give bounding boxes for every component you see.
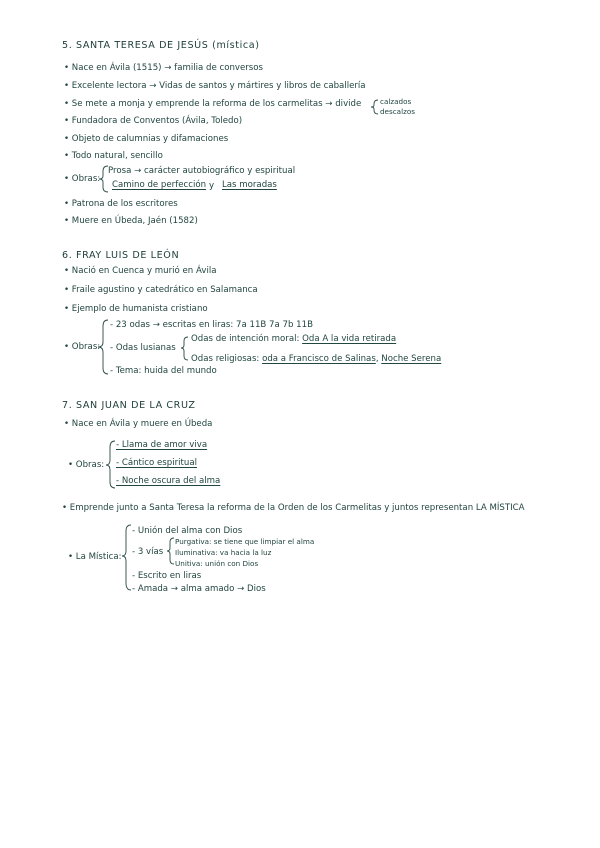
bullet: • Nació en Cuenca y murió en Ávila xyxy=(64,266,217,276)
obras-item: - Odas lusianas xyxy=(110,343,176,353)
bullet: • Nace en Ávila (1515) → familia de conversos xyxy=(64,63,264,73)
option-descalzos: descalzos xyxy=(380,107,415,116)
obras-label: • Obras: xyxy=(64,342,101,352)
bullet: • Fundadora de Conventos (Ávila, Toledo) xyxy=(64,116,243,126)
obras-prosa: Prosa → carácter autobiográfico y espiritual xyxy=(108,166,296,176)
brace-calzados xyxy=(371,100,378,114)
bullet: • Patrona de los escritores xyxy=(64,199,178,209)
mistica-label: • La Mística: xyxy=(68,552,122,562)
bullet: • Todo natural, sencillo xyxy=(64,151,163,161)
odas-religiosas-label: Odas religiosas: xyxy=(191,354,260,364)
obras-item: - Tema: huida del mundo xyxy=(110,366,217,376)
separator: , xyxy=(375,354,379,364)
odas-religiosas xyxy=(191,354,441,365)
brace-obras-teresa xyxy=(99,166,108,192)
section-6-title: 6. FRAY LUIS DE LEÓN xyxy=(62,250,180,261)
obras-label: • Obras: xyxy=(68,460,105,470)
via-item: Iluminativa: va hacia la luz xyxy=(175,548,272,557)
bullet: • Fraile agustino y catedrático en Salamanca xyxy=(64,285,258,295)
bullet: • Excelente lectora → Vidas de santos y mártires y libros de caballería xyxy=(64,81,366,91)
via-item: Purgativa: se tiene que limpiar el alma xyxy=(175,537,315,546)
section-5-title: 5. SANTA TERESA DE JESÚS (mística) xyxy=(62,40,260,51)
bullet: • Nace en Ávila y muere en Úbeda xyxy=(64,419,213,429)
mistica-item: - Amada → alma amado → Dios xyxy=(132,584,266,594)
mistica-item: - Escrito en liras xyxy=(132,571,202,581)
conjunction: y xyxy=(209,181,215,191)
brace-mistica xyxy=(122,525,131,590)
section-7-title: 7. SAN JUAN DE LA CRUZ xyxy=(62,400,196,411)
work-title: Camino de perfección xyxy=(112,180,207,190)
bullet: • Se mete a monja y emprende la reforma de los carmelitas → divide xyxy=(64,99,362,109)
bullet: • Ejemplo de humanista cristiano xyxy=(64,304,208,314)
brace-odas-lusianas xyxy=(181,337,188,360)
mistica-item: - Unión del alma con Dios xyxy=(132,526,243,536)
work-title: - Cántico espiritual xyxy=(116,458,198,468)
option-calzados: calzados xyxy=(380,97,412,106)
obras-label: • Obras: xyxy=(64,174,101,184)
work-title: Oda A la vida retirada xyxy=(302,334,397,344)
work-title: Las moradas xyxy=(222,180,277,190)
work-title: - Noche oscura del alma xyxy=(116,476,221,486)
via-item: Unitiva: unión con Dios xyxy=(175,559,259,568)
mistica-item: - 3 vías xyxy=(132,547,164,557)
work-title: Noche Serena xyxy=(381,354,442,364)
bullet: • Objeto de calumnias y difamaciones xyxy=(64,134,229,144)
bullet: • Emprende junto a Santa Teresa la reforma de la Orden de los Carmelitas y juntos representan LA MÍSTICA xyxy=(62,503,525,513)
odas-moral-label: Odas de intención moral: xyxy=(191,334,300,344)
brace-obras-juan xyxy=(106,441,115,488)
brace-vias xyxy=(167,538,174,564)
work-title: oda a Francisco de Salinas xyxy=(262,354,376,364)
odas-moral xyxy=(191,334,396,345)
work-title: - Llama de amor viva xyxy=(116,440,208,450)
obras-item: - 23 odas → escritas en liras: 7a 11B 7a 7b 11B xyxy=(110,320,313,330)
bullet: • Muere en Úbeda, Jaén (1582) xyxy=(64,216,198,226)
